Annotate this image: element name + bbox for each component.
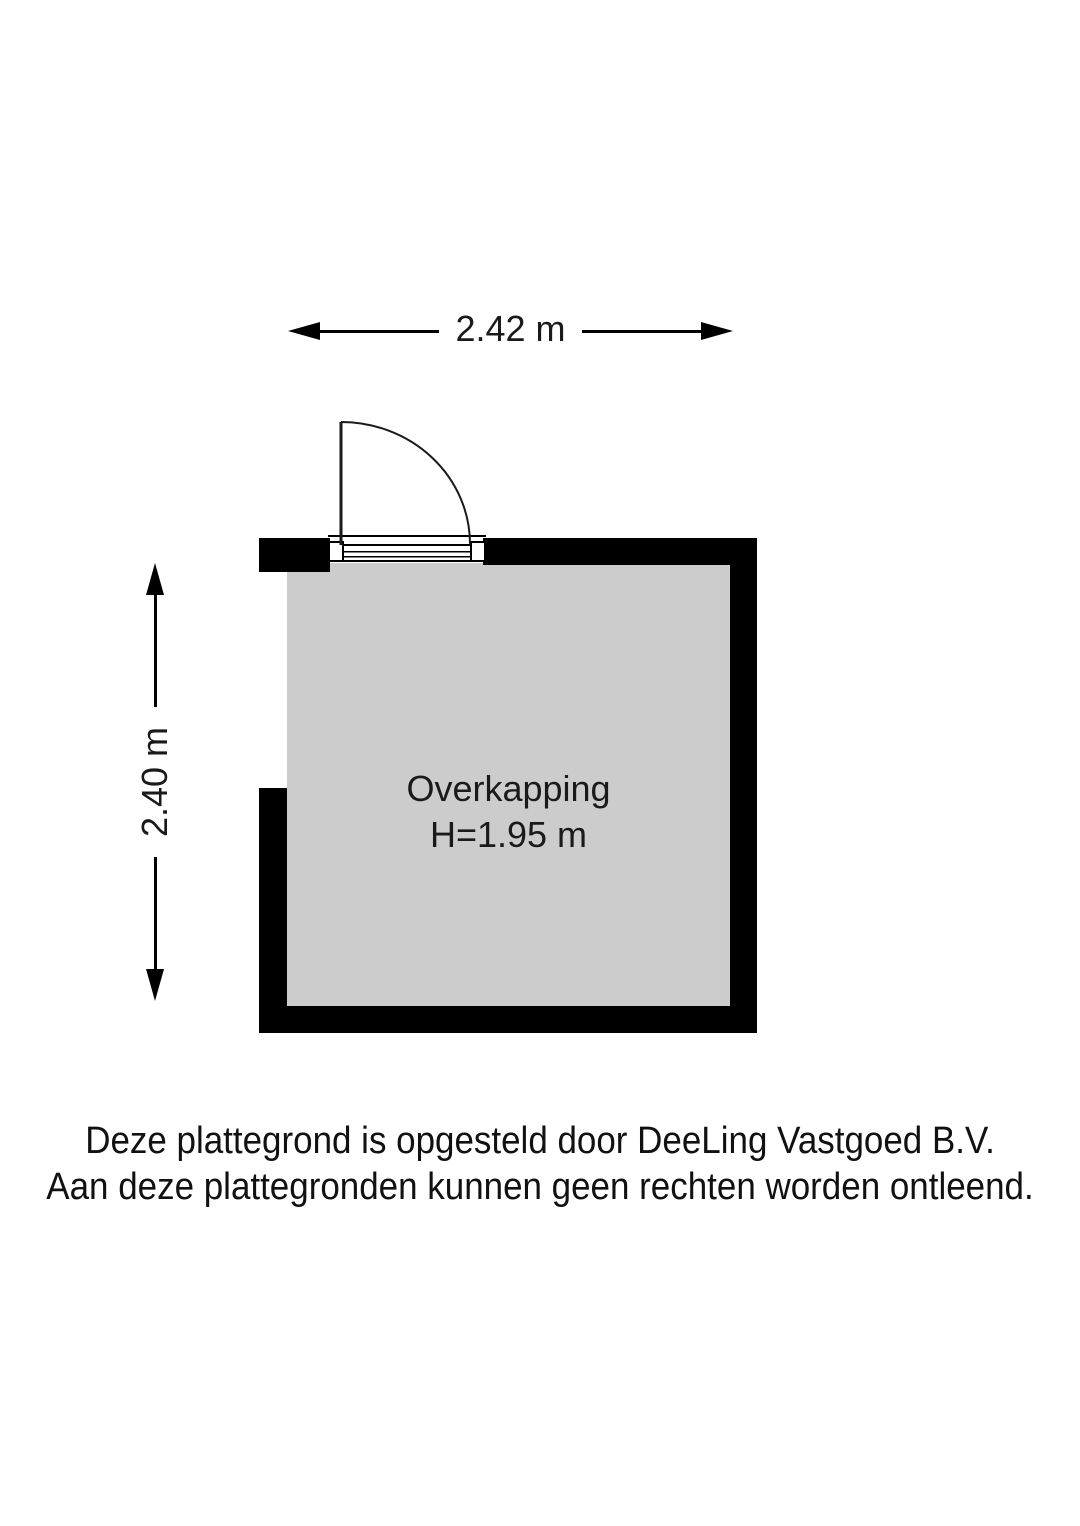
room-height: H=1.95 m <box>429 814 588 855</box>
room-label <box>287 766 730 858</box>
dimension-line <box>582 330 701 333</box>
wall-right <box>730 538 757 1033</box>
width-dimension-label: 2.42 m <box>455 308 566 349</box>
wall-top-right <box>483 538 757 565</box>
dimension-line <box>154 595 157 707</box>
wall-top-left <box>259 538 330 572</box>
height-dimension-label: 2.40 m <box>134 726 175 838</box>
disclaimer-line-2: Aan deze plattegronden kunnen geen rechten worden ontleend. <box>46 1166 1034 1208</box>
arrow-up-icon <box>146 563 164 595</box>
height-dimension <box>136 563 174 1001</box>
arrow-right-icon <box>701 322 733 340</box>
arrow-down-icon <box>146 969 164 1001</box>
arrow-left-icon <box>288 322 320 340</box>
wall-left-bottom <box>259 788 287 1033</box>
dimension-line <box>154 857 157 969</box>
disclaimer <box>0 1118 1080 1210</box>
door-swing-icon <box>330 415 490 565</box>
height-dimension-label-wrap <box>136 707 174 857</box>
dimension-line <box>320 330 439 333</box>
width-dimension <box>288 308 733 350</box>
room-name: Overkapping <box>406 768 611 809</box>
wall-bottom <box>259 1006 757 1033</box>
disclaimer-line-1: Deze plattegrond is opgesteld door DeeLing Vastgoed B.V. <box>85 1120 995 1162</box>
